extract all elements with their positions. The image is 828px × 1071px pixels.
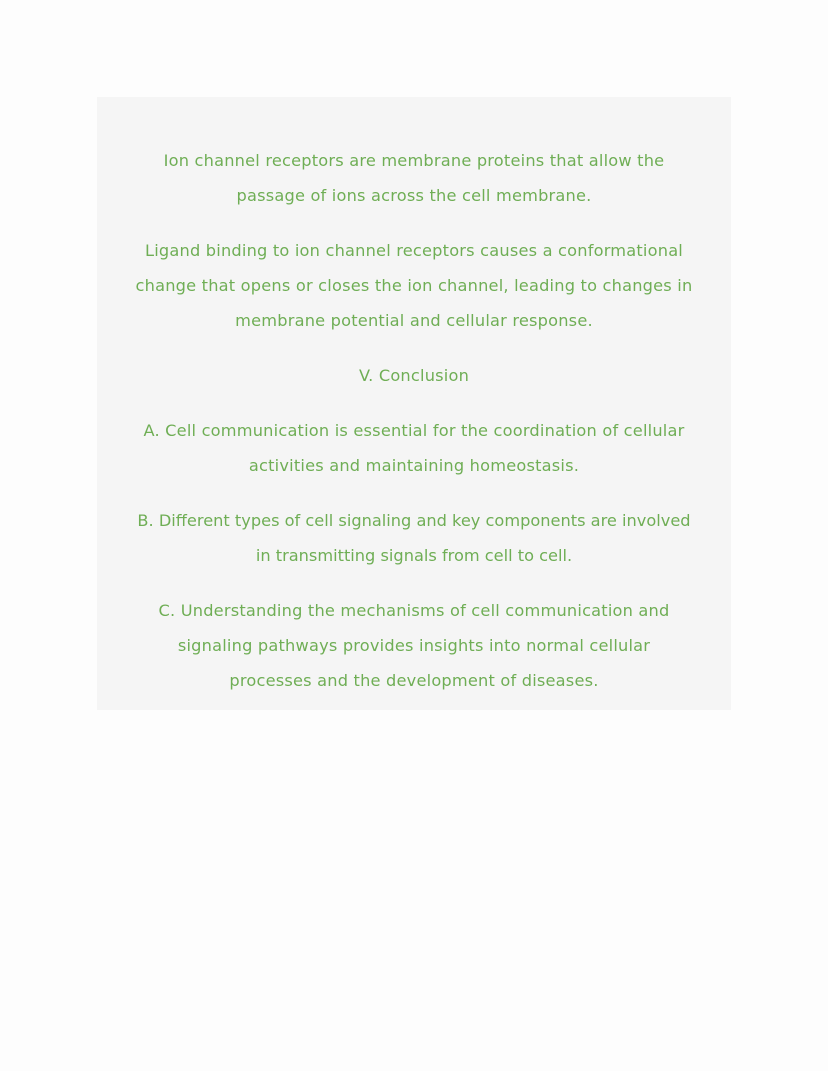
section-heading-conclusion: V. Conclusion [358,366,470,385]
paragraph-conclusion-b: B. Different types of cell signaling and key components are involved in transmitting signals from cell to cell. [137,511,691,565]
content-panel [97,97,731,710]
paragraph-conclusion-a: A. Cell communication is essential for the coordination of cellular activities and maintaining homeostasis. [143,421,685,475]
paragraph-conclusion-c: C. Understanding the mechanisms of cell communication and signaling pathways provides insights into normal cellular processes and the development of diseases. [158,601,670,690]
paragraph-ligand-binding: Ligand binding to ion channel receptors causes a conformational change that opens or closes the ion channel, leading to changes in membrane potential and cellular response. [135,241,693,330]
paragraph-ion-channel-definition: Ion channel receptors are membrane proteins that allow the passage of ions across the cell membrane. [163,151,665,205]
